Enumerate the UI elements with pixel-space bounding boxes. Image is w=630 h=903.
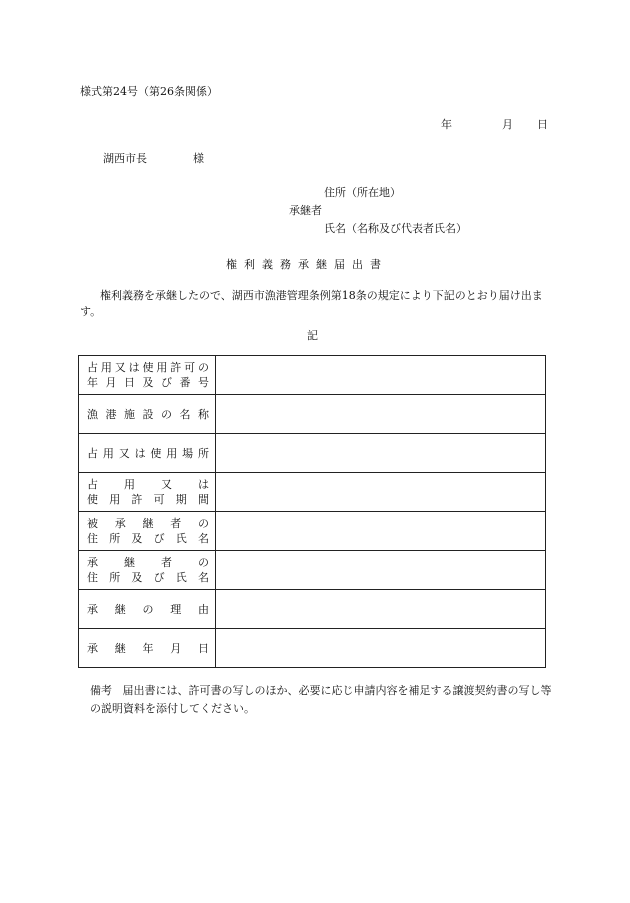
date-line <box>441 116 548 132</box>
addressee-honorific: 様 <box>193 152 204 165</box>
date-day: 日 <box>537 118 548 131</box>
note-text: 届出書には、許可書の写しのほか、必要に応じ申請内容を補足する譲渡契約書の写し等の説明資料を添付してください。 <box>90 684 552 715</box>
form-number: 様式第24号（第26条関係） <box>80 85 218 98</box>
row-label-line2: 年月日及び番号 <box>87 376 209 389</box>
table-row <box>79 629 546 668</box>
table-row <box>79 434 546 473</box>
row-label-line1: 占用又は <box>87 478 209 491</box>
note-label: 備考 <box>90 684 112 697</box>
ki-heading: 記 <box>307 329 318 342</box>
row-label-line1: 承継年月日 <box>87 641 209 655</box>
row-label <box>79 512 216 551</box>
successor-label: 承継者 <box>289 204 322 217</box>
row-value-field[interactable] <box>216 473 546 512</box>
row-label <box>79 629 216 668</box>
table-row <box>79 473 546 512</box>
row-label-line2: 住所及び氏名 <box>87 571 209 584</box>
row-label-line1: 占用又は使用許可の <box>87 361 209 374</box>
row-value-field[interactable] <box>216 629 546 668</box>
row-value-field[interactable] <box>216 434 546 473</box>
table-row <box>79 590 546 629</box>
body-text: 権利義務を承継したので、湖西市漁港管理条例第18条の規定により下記のとおり届け出ます。 <box>80 289 543 318</box>
row-label <box>79 434 216 473</box>
row-label <box>79 473 216 512</box>
table-row <box>79 512 546 551</box>
note <box>90 682 560 718</box>
addressee-name: 湖西市長 <box>103 152 147 165</box>
row-value-field[interactable] <box>216 395 546 434</box>
row-label-line1: 占用又は使用場所 <box>87 446 209 460</box>
row-label <box>79 551 216 590</box>
row-label <box>79 395 216 434</box>
name-label: 氏名（名称及び代表者氏名） <box>324 222 467 235</box>
address-label: 住所（所在地） <box>324 186 401 199</box>
row-value-field[interactable] <box>216 356 546 395</box>
addressee <box>103 150 204 166</box>
row-label <box>79 356 216 395</box>
row-label <box>79 590 216 629</box>
date-year: 年 <box>441 118 452 131</box>
row-label-line1: 承継の理由 <box>87 602 209 616</box>
row-value-field[interactable] <box>216 512 546 551</box>
row-value-field[interactable] <box>216 551 546 590</box>
row-value-field[interactable] <box>216 590 546 629</box>
row-label-line2: 住所及び氏名 <box>87 532 209 545</box>
document-title: 権利義務承継届出書 <box>226 258 388 271</box>
date-month: 月 <box>502 118 513 131</box>
table-row <box>79 395 546 434</box>
detail-table <box>78 355 546 668</box>
table-row <box>79 551 546 590</box>
table-row <box>79 356 546 395</box>
row-label-line1: 被承継者の <box>87 517 209 530</box>
row-label-line1: 承継者の <box>87 556 209 569</box>
row-label-line2: 使用許可期間 <box>87 493 209 506</box>
row-label-line1: 漁港施設の名称 <box>87 407 209 421</box>
table-body <box>79 356 546 668</box>
